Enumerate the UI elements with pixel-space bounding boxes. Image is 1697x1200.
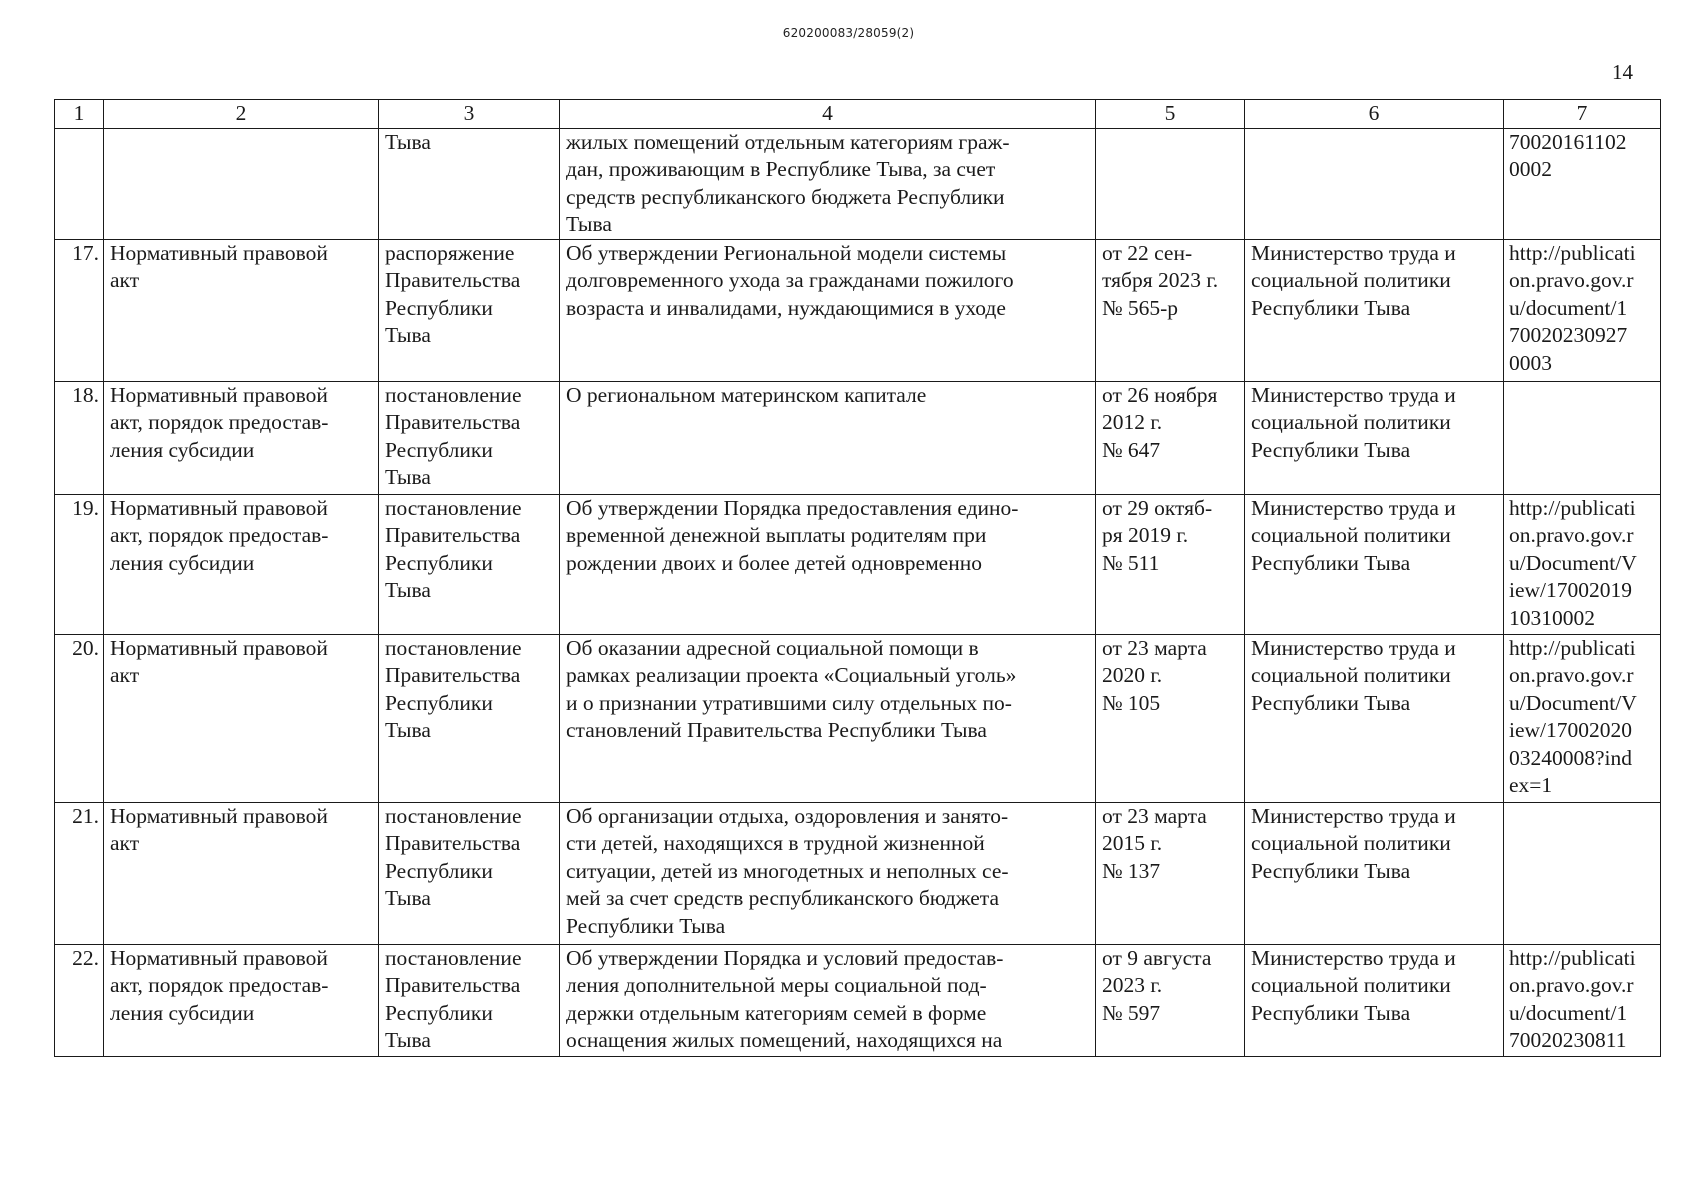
act-type-cell: Нормативный правовой акт — [104, 802, 379, 944]
act-title-cell: жилых помещений отдельным категориям граж- дан, проживающим в Республике Тыва, за счет средств республиканского бюджета Республики Тыва — [560, 128, 1096, 239]
column-header: 6 — [1245, 100, 1504, 129]
column-header: 2 — [104, 100, 379, 129]
link-cell: http://publicati on.pravo.gov.r u/document/1 70020230811 — [1504, 944, 1661, 1056]
table-header-row — [55, 100, 1661, 129]
act-title-cell: О региональном материнском капитале — [560, 381, 1096, 494]
agency-cell: Министерство труда и социальной политики Республики Тыва — [1245, 802, 1504, 944]
column-header: 5 — [1096, 100, 1245, 129]
link-cell: http://publicati on.pravo.gov.r u/document/1 70020230927 0003 — [1504, 239, 1661, 381]
act-date-cell: от 23 марта 2015 г. № 137 — [1096, 802, 1245, 944]
document-id: 620200083/28059(2) — [782, 26, 915, 40]
act-date-cell: от 29 октяб- ря 2019 г. № 511 — [1096, 494, 1245, 634]
table-row — [55, 802, 1661, 944]
table-row — [55, 381, 1661, 494]
agency-cell: Министерство труда и социальной политики Республики Тыва — [1245, 634, 1504, 802]
act-form-cell: постановление Правительства Республики Тыва — [379, 381, 560, 494]
table-row — [55, 128, 1661, 239]
act-form-cell: распоряжение Правительства Республики Тыва — [379, 239, 560, 381]
row-number-cell: 21. — [55, 802, 104, 944]
act-form-cell: постановление Правительства Республики Тыва — [379, 944, 560, 1056]
act-title-cell: Об утверждении Порядка и условий предостав- ления дополнительной меры социальной под- держки отдельным категориям семей в форме оснащения жилых помещений, находящихся на — [560, 944, 1096, 1056]
column-header: 7 — [1504, 100, 1661, 129]
agency-cell: Министерство труда и социальной политики Республики Тыва — [1245, 239, 1504, 381]
agency-cell: Министерство труда и социальной политики Республики Тыва — [1245, 494, 1504, 634]
agency-cell — [1245, 128, 1504, 239]
act-type-cell — [104, 128, 379, 239]
act-date-cell: от 22 сен- тября 2023 г. № 565-р — [1096, 239, 1245, 381]
page-number: 14 — [1612, 60, 1633, 84]
regulations-table — [54, 99, 1661, 1057]
link-cell: 70020161102 0002 — [1504, 128, 1661, 239]
column-header: 1 — [55, 100, 104, 129]
act-title-cell: Об организации отдыха, оздоровления и занято- сти детей, находящихся в трудной жизненной ситуации, детей из многодетных и неполных се- мей за счет средств республиканского бюджета Республики Тыва — [560, 802, 1096, 944]
act-title-cell: Об оказании адресной социальной помощи в рамках реализации проекта «Социальный уголь» и о признании утратившими силу отдельных по- становлений Правительства Республики Тыва — [560, 634, 1096, 802]
row-number-cell: 17. — [55, 239, 104, 381]
column-header: 4 — [560, 100, 1096, 129]
act-form-cell: постановление Правительства Республики Тыва — [379, 494, 560, 634]
link-cell: http://publicati on.pravo.gov.r u/Document/V iew/17002019 10310002 — [1504, 494, 1661, 634]
act-date-cell — [1096, 128, 1245, 239]
link-cell — [1504, 381, 1661, 494]
act-type-cell: Нормативный правовой акт, порядок предостав- ления субсидии — [104, 944, 379, 1056]
row-number-cell: 18. — [55, 381, 104, 494]
row-number-cell: 22. — [55, 944, 104, 1056]
row-number-cell: 19. — [55, 494, 104, 634]
act-date-cell: от 26 ноября 2012 г. № 647 — [1096, 381, 1245, 494]
table-row — [55, 634, 1661, 802]
column-header: 3 — [379, 100, 560, 129]
agency-cell: Министерство труда и социальной политики Республики Тыва — [1245, 944, 1504, 1056]
row-number-cell: 20. — [55, 634, 104, 802]
link-cell: http://publicati on.pravo.gov.r u/Document/V iew/17002020 03240008?ind ex=1 — [1504, 634, 1661, 802]
act-form-cell: постановление Правительства Республики Тыва — [379, 802, 560, 944]
table-row — [55, 494, 1661, 634]
act-date-cell: от 9 августа 2023 г. № 597 — [1096, 944, 1245, 1056]
act-title-cell: Об утверждении Порядка предоставления едино- временной денежной выплаты родителям при рождении двоих и более детей одновременно — [560, 494, 1096, 634]
act-type-cell: Нормативный правовой акт — [104, 239, 379, 381]
act-type-cell: Нормативный правовой акт, порядок предостав- ления субсидии — [104, 381, 379, 494]
act-form-cell: постановление Правительства Республики Тыва — [379, 634, 560, 802]
agency-cell: Министерство труда и социальной политики Республики Тыва — [1245, 381, 1504, 494]
act-type-cell: Нормативный правовой акт — [104, 634, 379, 802]
act-date-cell: от 23 марта 2020 г. № 105 — [1096, 634, 1245, 802]
table-row — [55, 944, 1661, 1056]
act-type-cell: Нормативный правовой акт, порядок предостав- ления субсидии — [104, 494, 379, 634]
act-title-cell: Об утверждении Региональной модели системы долговременного ухода за гражданами пожилого возраста и инвалидами, нуждающимися в уходе — [560, 239, 1096, 381]
table-row — [55, 239, 1661, 381]
act-form-cell: Тыва — [379, 128, 560, 239]
row-number-cell — [55, 128, 104, 239]
link-cell — [1504, 802, 1661, 944]
